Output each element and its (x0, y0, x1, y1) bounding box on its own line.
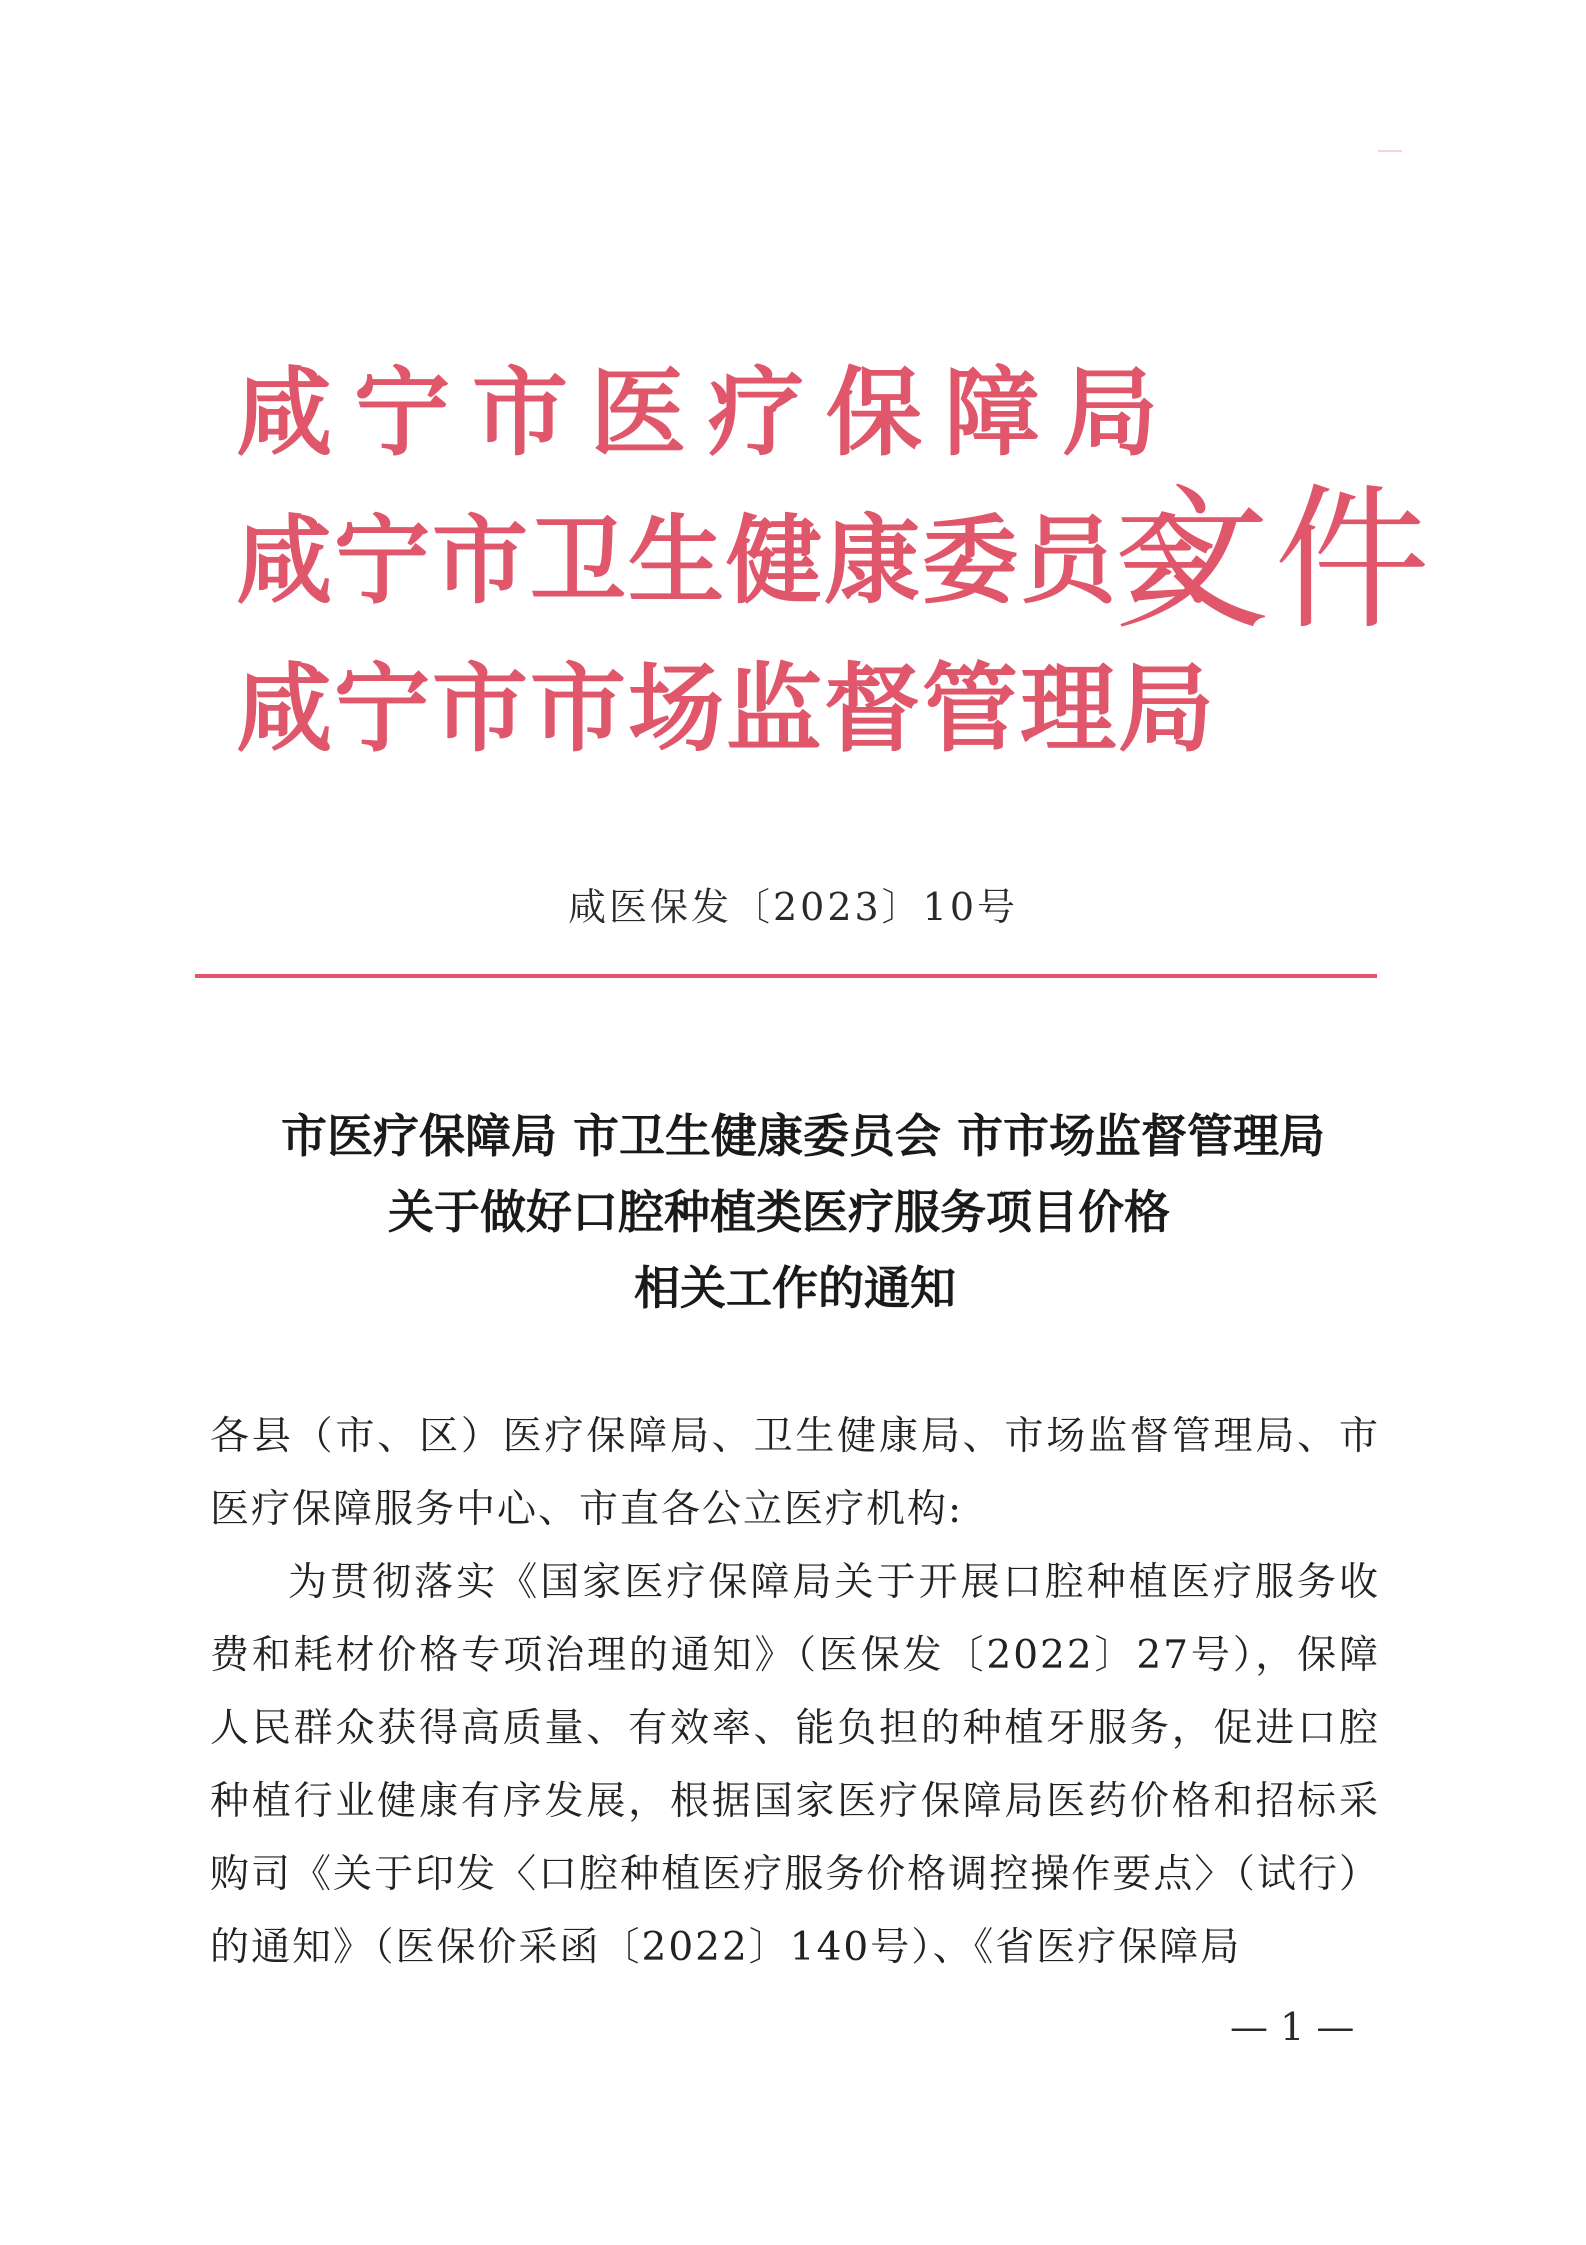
issuer-medical-security-bureau: 咸宁市医疗保障局 (236, 357, 1180, 469)
title-line-2: 关于做好口腔种植类医疗服务项目价格 (388, 1185, 1170, 1239)
letterhead-document-suffix: 文件 (1114, 469, 1434, 651)
document-number: 咸医保发〔2023〕10号 (567, 885, 1019, 929)
issuer-market-supervision-bureau: 咸宁市市场监督管理局 (236, 653, 1216, 765)
scan-mark (1378, 150, 1402, 152)
page-number: — 1 — (1230, 2005, 1355, 2049)
title-line-3: 相关工作的通知 (634, 1261, 956, 1315)
body-text (210, 1400, 1380, 1984)
red-divider-line (195, 974, 1377, 978)
salutation: 各县（市、区）医疗保障局、卫生健康局、市场监督管理局、市医疗保障服务中心、市直各公立医疗机构: (210, 1414, 1380, 1532)
title-line-1: 市医疗保障局 市卫生健康委员会 市市场监督管理局 (280, 1109, 1326, 1163)
body-paragraph: 为贯彻落实《国家医疗保障局关于开展口腔种植医疗服务收费和耗材价格专项治理的通知》（医保发〔2022〕27号），保障人民群众获得高质量、有效率、能负担的种植牙服务，促进口腔种植行业健康有序发展，根据国家医疗保障局医药价格和招标采购司《关于印发〈口腔种植医疗服务价格调控操作要点〉（试行）的通知》（医保价采函〔2022〕140号）、《省医疗保障局 (210, 1560, 1380, 1970)
issuer-health-commission: 咸宁市卫生健康委员会 (236, 505, 1216, 617)
